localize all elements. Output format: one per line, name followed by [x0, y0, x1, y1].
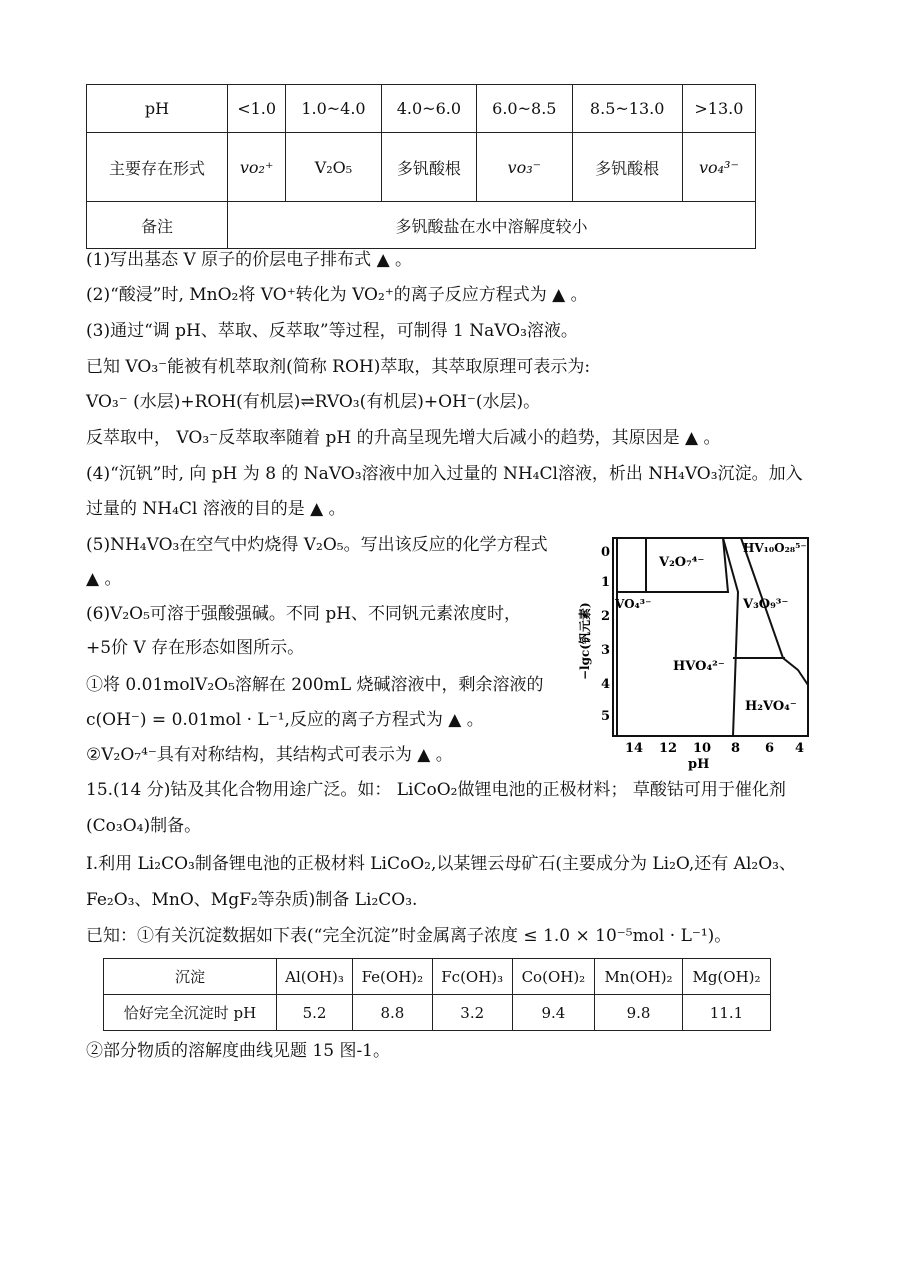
- species-cell: vo₃⁻: [477, 133, 572, 202]
- ph-range: 6.0~8.5: [477, 85, 572, 133]
- x-tick: 12: [659, 741, 678, 756]
- y-tick: 3: [601, 643, 611, 658]
- question-line: I.利用 Li₂CO₃制备锂电池的正极材料 LiCoO₂,以某锂云母矿石(主要成分为 Li₂O,还有 Al₂O₃、: [86, 854, 796, 874]
- x-tick: 4: [795, 741, 805, 756]
- y-tick: 1: [601, 575, 611, 590]
- question-line: (Co₃O₄)制备。: [86, 816, 202, 836]
- question-line: 过量的 NH₄Cl 溶液的目的是 ▲ 。: [86, 499, 346, 519]
- species-cell: vo₄³⁻: [682, 133, 755, 202]
- y-tick: 5: [601, 709, 611, 724]
- question-line: (1)写出基态 V 原子的价层电子排布式 ▲ 。: [86, 250, 413, 270]
- x-tick: 6: [765, 741, 775, 756]
- ph-value-cell: 11.1: [683, 995, 771, 1031]
- ph-value-cell: 5.2: [277, 995, 353, 1031]
- region-label: VO₄³⁻: [615, 597, 652, 611]
- question-line: c(OH⁻) = 0.01mol · L⁻¹,反应的离子方程式为 ▲ 。: [86, 710, 484, 730]
- ph-range: 8.5~13.0: [572, 85, 682, 133]
- ph-range: 4.0~6.0: [381, 85, 476, 133]
- region-label: V₃O₉³⁻: [743, 597, 789, 612]
- species-cell: V₂O₅: [286, 133, 381, 202]
- question-line: 已知：①有关沉淀数据如下表(“完全沉淀”时金属离子浓度 ≤ 1.0 × 10⁻⁵mol · L⁻¹)。: [86, 926, 732, 946]
- precipitate-cell: Al(OH)₃: [277, 959, 353, 995]
- note-header: 备注: [87, 202, 228, 249]
- y-tick: 0: [601, 545, 611, 560]
- vanadium-species-table: [86, 84, 756, 249]
- y-tick: 4: [601, 677, 611, 692]
- ph-value-cell: 8.8: [353, 995, 433, 1031]
- species-cell: 多钒酸根: [572, 133, 682, 202]
- ph-value-cell: 9.8: [595, 995, 683, 1031]
- question-line: (2)“酸浸”时, MnO₂将 VO⁺转化为 VO₂⁺的离子反应方程式为 ▲ 。: [86, 285, 588, 305]
- note-cell: 多钒酸盐在水中溶解度较小: [228, 202, 756, 249]
- question-line: 反萃取中， VO₃⁻反萃取率随着 pH 的升高呈现先增大后减小的趋势，其原因是 ▲ 。: [86, 428, 721, 448]
- question-line: ②部分物质的溶解度曲线见题 15 图-1。: [86, 1041, 390, 1061]
- ph-range: >13.0: [682, 85, 755, 133]
- row-header: 恰好完全沉淀时 pH: [104, 995, 277, 1031]
- species-cell: 多钒酸根: [381, 133, 476, 202]
- question-line: ①将 0.01molV₂O₅溶解在 200mL 烧碱溶液中，剩余溶液的: [86, 675, 544, 695]
- precipitate-cell: Fe(OH)₂: [353, 959, 433, 995]
- question-line: ▲ 。: [86, 569, 122, 589]
- question-line: (3)通过“调 pH、萃取、反萃取”等过程，可制得 1 NaVO₃溶液。: [86, 321, 578, 341]
- row-header: 沉淀: [104, 959, 277, 995]
- precipitate-cell: Co(OH)₂: [512, 959, 594, 995]
- question-line: VO₃⁻ (水层)+ROH(有机层)⇌RVO₃(有机层)+OH⁻(水层)。: [86, 392, 541, 412]
- question-line: 15.(14 分)钴及其化合物用途广泛。如： LiCoO₂做锂电池的正极材料； 草酸钴可用于催化剂: [86, 780, 786, 800]
- precipitate-cell: Fc(OH)₃: [432, 959, 512, 995]
- question-line: (6)V₂O₅可溶于强酸强碱。不同 pH、不同钒元素浓度时，: [86, 604, 522, 624]
- ph-range: 1.0~4.0: [286, 85, 381, 133]
- x-tick: 8: [731, 741, 741, 756]
- question-line: (5)NH₄VO₃在空气中灼烧得 V₂O₅。写出该反应的化学方程式: [86, 535, 548, 555]
- region-label: V₂O₇⁴⁻: [659, 555, 705, 570]
- vanadium-species-diagram: [573, 530, 823, 775]
- ph-header: pH: [87, 85, 228, 133]
- question-line: Fe₂O₃、MnO、MgF₂等杂质)制备 Li₂CO₃.: [86, 890, 418, 910]
- precipitate-cell: Mg(OH)₂: [683, 959, 771, 995]
- x-tick: 14: [625, 741, 644, 756]
- x-axis-label: pH: [688, 757, 710, 772]
- question-line: +5价 V 存在形态如图所示。: [86, 638, 305, 658]
- question-line: ②V₂O₇⁴⁻具有对称结构，其结构式可表示为 ▲ 。: [86, 745, 453, 765]
- precipitation-table: [103, 958, 771, 1031]
- x-tick: 10: [693, 741, 712, 756]
- ph-value-cell: 3.2: [432, 995, 512, 1031]
- ph-value-cell: 9.4: [512, 995, 594, 1031]
- ph-range: <1.0: [228, 85, 286, 133]
- precipitate-cell: Mn(OH)₂: [595, 959, 683, 995]
- question-line: 已知 VO₃⁻能被有机萃取剂(简称 ROH)萃取，其萃取原理可表示为:: [86, 357, 591, 377]
- region-label: H₂VO₄⁻: [745, 699, 797, 714]
- species-cell: vo₂⁺: [228, 133, 286, 202]
- region-label: HV₁₀O₂₈⁵⁻: [743, 541, 807, 555]
- question-line: (4)“沉钒”时, 向 pH 为 8 的 NaVO₃溶液中加入过量的 NH₄Cl溶液，析出 NH₄VO₃沉淀。加入: [86, 464, 803, 484]
- region-label: HVO₄²⁻: [673, 659, 725, 674]
- y-axis-label: −lgc(钒元素): [578, 602, 592, 680]
- form-header: 主要存在形式: [87, 133, 228, 202]
- y-tick: 2: [601, 609, 611, 624]
